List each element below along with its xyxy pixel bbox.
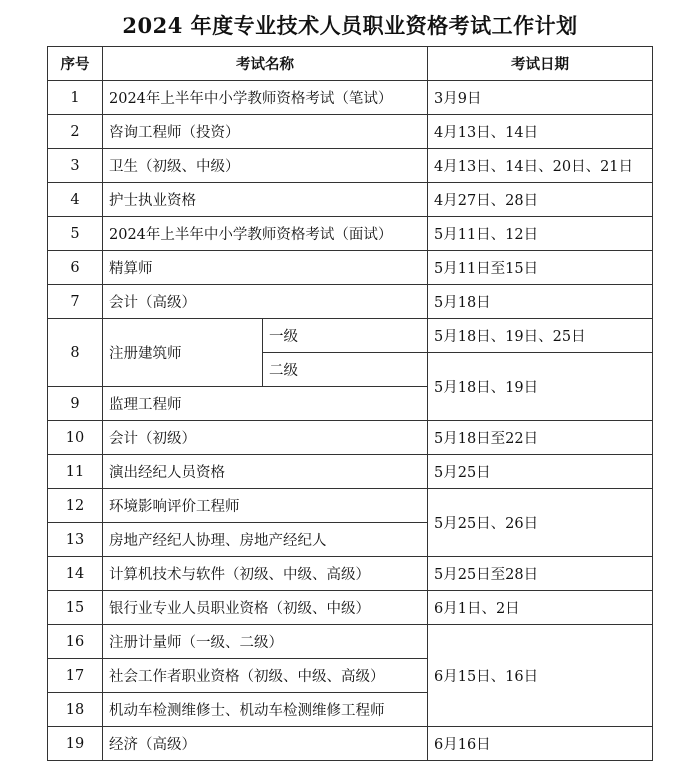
exam-name: 环境影响评价工程师 [103,489,428,523]
exam-date: 4月13日、14日 [428,115,653,149]
exam-date: 5月18日 [428,285,653,319]
table-row [48,625,653,659]
table-row [48,115,653,149]
row-no: 12 [48,489,103,523]
row-no: 11 [48,455,103,489]
header-no: 序号 [48,47,103,81]
table-row [48,591,653,625]
page-title: 2024 年度专业技术人员职业资格考试工作计划 [122,13,578,38]
exam-name: 房地产经纪人协理、房地产经纪人 [103,523,428,557]
exam-name: 监理工程师 [103,387,428,421]
exam-name: 精算师 [103,251,428,285]
header-name: 考试名称 [103,47,428,81]
exam-date: 4月27日、28日 [428,183,653,217]
row-no: 6 [48,251,103,285]
exam-name: 机动车检测维修士、机动车检测维修工程师 [103,693,428,727]
exam-date: 6月1日、2日 [428,591,653,625]
exam-date: 5月25日至28日 [428,557,653,591]
row-no: 18 [48,693,103,727]
row-no: 3 [48,149,103,183]
exam-level: 一级 [263,319,428,353]
row-no: 15 [48,591,103,625]
exam-date-merged: 6月15日、16日 [428,625,653,727]
exam-date: 5月11日至15日 [428,251,653,285]
table-row [48,183,653,217]
exam-name: 护士执业资格 [103,183,428,217]
exam-schedule-table [47,46,653,761]
exam-date-merged: 5月25日、26日 [428,489,653,557]
header-date: 考试日期 [428,47,653,81]
table-row [48,81,653,115]
exam-date: 4月13日、14日、20日、21日 [428,149,653,183]
exam-date: 5月25日 [428,455,653,489]
table-row [48,285,653,319]
exam-name: 经济（高级） [103,727,428,761]
exam-name: 银行业专业人员职业资格（初级、中级） [103,591,428,625]
table-row [48,149,653,183]
exam-name: 注册建筑师 [103,319,263,387]
row-no: 5 [48,217,103,251]
row-no: 16 [48,625,103,659]
table-row [48,319,653,353]
exam-name: 注册计量师（一级、二级） [103,625,428,659]
exam-name: 社会工作者职业资格（初级、中级、高级） [103,659,428,693]
exam-name: 会计（高级） [103,285,428,319]
exam-name: 咨询工程师（投资） [103,115,428,149]
exam-name: 卫生（初级、中级） [103,149,428,183]
row-no: 17 [48,659,103,693]
row-no: 14 [48,557,103,591]
exam-name: 计算机技术与软件（初级、中级、高级） [103,557,428,591]
row-no: 19 [48,727,103,761]
table-row [48,557,653,591]
table-row [48,727,653,761]
table-row [48,217,653,251]
exam-date: 5月18日至22日 [428,421,653,455]
exam-name: 2024年上半年中小学教师资格考试（面试） [103,217,428,251]
exam-date: 6月16日 [428,727,653,761]
header-row [48,47,653,81]
exam-date-merged: 5月18日、19日 [428,353,653,421]
table-row [48,489,653,523]
row-no: 9 [48,387,103,421]
exam-level: 二级 [263,353,428,387]
exam-date: 5月11日、12日 [428,217,653,251]
table-row [48,455,653,489]
row-no: 8 [48,319,103,387]
exam-name: 2024年上半年中小学教师资格考试（笔试） [103,81,428,115]
exam-name: 会计（初级） [103,421,428,455]
row-no: 7 [48,285,103,319]
table-row [48,251,653,285]
row-no: 13 [48,523,103,557]
row-no: 10 [48,421,103,455]
exam-date: 3月9日 [428,81,653,115]
exam-name: 演出经纪人员资格 [103,455,428,489]
row-no: 2 [48,115,103,149]
exam-date: 5月18日、19日、25日 [428,319,653,353]
row-no: 4 [48,183,103,217]
row-no: 1 [48,81,103,115]
table-row [48,421,653,455]
